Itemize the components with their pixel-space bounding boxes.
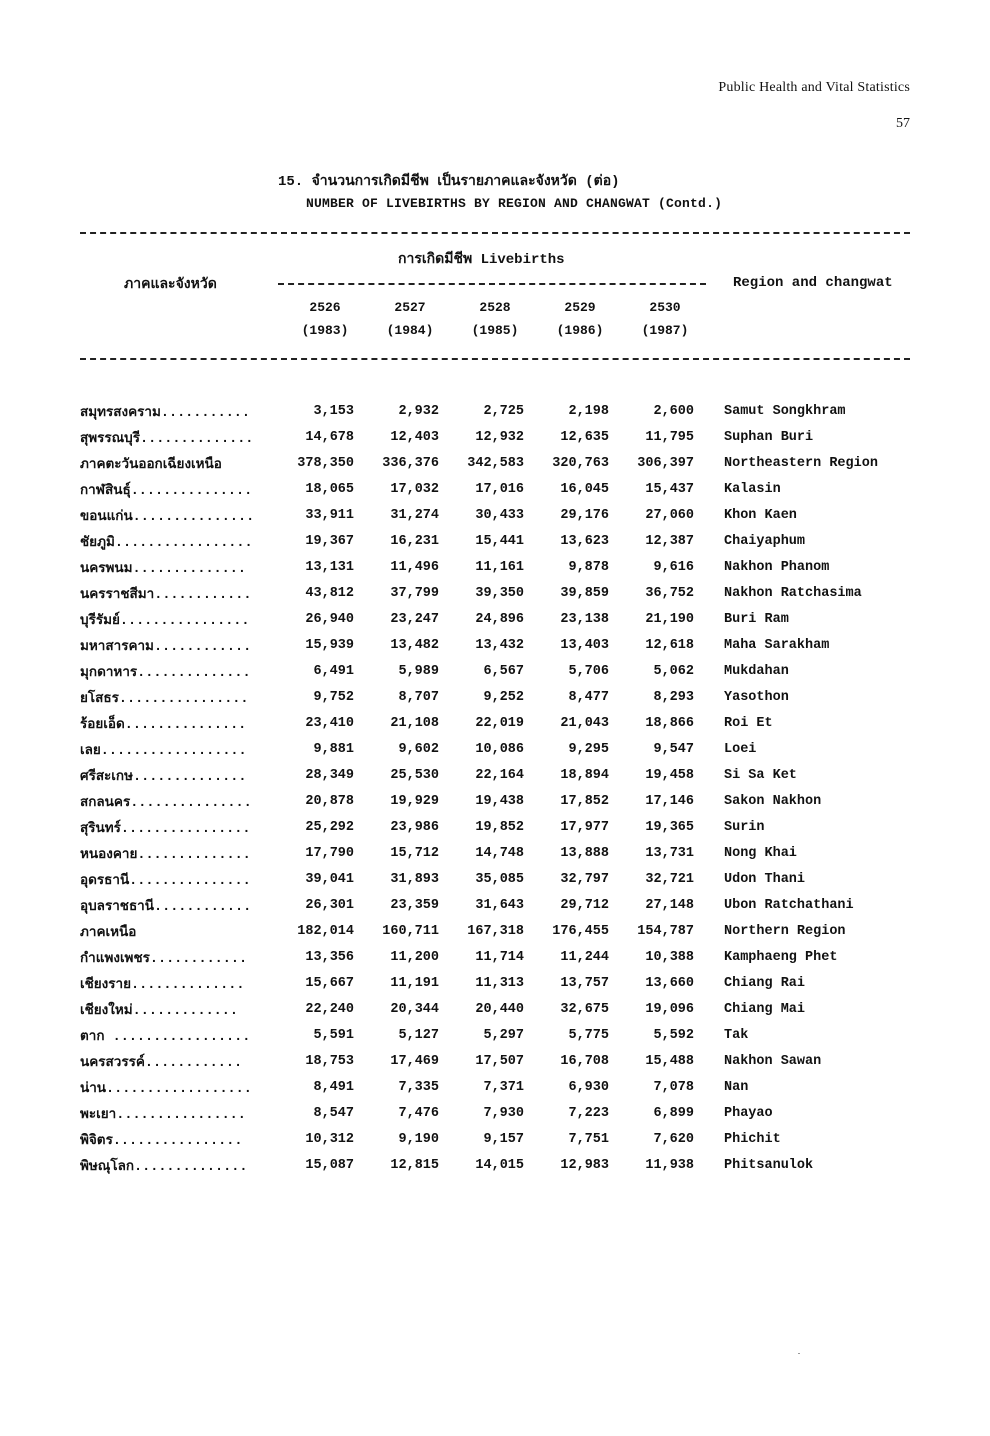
year-header xyxy=(630,300,700,338)
changwat-name-thai: นครราชสีมา............ xyxy=(80,588,252,603)
region-changwat-english-header: Region and changwat xyxy=(733,275,893,291)
livebirths-value: 23,138 xyxy=(560,611,609,627)
livebirths-value: 17,469 xyxy=(390,1053,439,1069)
livebirths-value: 33,911 xyxy=(305,507,354,523)
livebirths-value: 9,157 xyxy=(483,1131,524,1147)
livebirths-value: 13,432 xyxy=(475,637,524,653)
livebirths-value: 5,062 xyxy=(653,663,694,679)
livebirths-value: 23,359 xyxy=(390,897,439,913)
column-gap xyxy=(694,1074,724,1100)
livebirths-value: 13,356 xyxy=(305,949,354,965)
column-gap xyxy=(694,892,724,918)
changwat-name-thai: มุกดาหาร.............. xyxy=(80,666,251,681)
changwat-name-thai: น่าน.................. xyxy=(80,1082,252,1097)
changwat-row xyxy=(80,892,919,918)
column-gap xyxy=(694,1126,724,1152)
year-buddhist-era: 2526 xyxy=(309,300,341,315)
livebirths-value: 17,016 xyxy=(475,481,524,497)
changwat-name-thai: ยโสธร................ xyxy=(80,692,249,707)
year-common-era: (1985) xyxy=(471,323,519,338)
livebirths-value: 5,591 xyxy=(313,1027,354,1043)
column-gap xyxy=(694,1152,724,1178)
livebirths-value: 11,191 xyxy=(390,975,439,991)
column-gap xyxy=(694,788,724,814)
livebirths-value: 12,618 xyxy=(645,637,694,653)
changwat-name-english: Nakhon Ratchasima xyxy=(724,585,862,601)
livebirths-value: 19,365 xyxy=(645,819,694,835)
column-gap xyxy=(694,658,724,684)
livebirths-value: 11,161 xyxy=(475,559,524,575)
column-gap xyxy=(694,606,724,632)
changwat-name-thai: ขอนแก่น............... xyxy=(80,510,255,525)
changwat-name-english: Samut Songkhram xyxy=(724,403,846,419)
column-gap xyxy=(694,918,724,944)
column-gap xyxy=(694,866,724,892)
livebirths-value: 13,660 xyxy=(645,975,694,991)
changwat-name-thai: อุบลราชธานี............ xyxy=(80,900,252,915)
livebirths-value: 11,714 xyxy=(475,949,524,965)
livebirths-value: 18,753 xyxy=(305,1053,354,1069)
livebirths-value: 12,932 xyxy=(475,429,524,445)
changwat-name-thai: นครพนม.............. xyxy=(80,562,246,577)
livebirths-value: 16,045 xyxy=(560,481,609,497)
changwat-name-english: Si Sa Ket xyxy=(724,767,797,783)
livebirths-value: 2,600 xyxy=(653,403,694,419)
livebirths-value: 6,899 xyxy=(653,1105,694,1121)
changwat-row xyxy=(80,762,919,788)
livebirths-value: 9,547 xyxy=(653,741,694,757)
changwat-name-english: Nong Khai xyxy=(724,845,797,861)
livebirths-value: 24,896 xyxy=(475,611,524,627)
livebirths-value: 19,929 xyxy=(390,793,439,809)
livebirths-value: 18,866 xyxy=(645,715,694,731)
column-gap xyxy=(694,1022,724,1048)
changwat-row xyxy=(80,1022,919,1048)
livebirths-value: 6,491 xyxy=(313,663,354,679)
livebirths-value: 13,623 xyxy=(560,533,609,549)
livebirths-value: 11,244 xyxy=(560,949,609,965)
changwat-row xyxy=(80,658,919,684)
livebirths-value: 27,148 xyxy=(645,897,694,913)
livebirths-value: 7,930 xyxy=(483,1105,524,1121)
livebirths-value: 43,812 xyxy=(305,585,354,601)
livebirths-value: 9,752 xyxy=(313,689,354,705)
changwat-name-english: Tak xyxy=(724,1027,749,1043)
livebirths-value: 39,859 xyxy=(560,585,609,601)
livebirths-value: 9,602 xyxy=(398,741,439,757)
livebirths-value: 378,350 xyxy=(297,455,354,471)
livebirths-value: 8,491 xyxy=(313,1079,354,1095)
page-number: 57 xyxy=(896,116,910,131)
column-gap xyxy=(694,476,724,502)
changwat-name-thai: มหาสารคาม............ xyxy=(80,640,252,655)
livebirths-value: 320,763 xyxy=(552,455,609,471)
changwat-name-english: Phayao xyxy=(724,1105,773,1121)
livebirths-value: 23,247 xyxy=(390,611,439,627)
header-top-rule xyxy=(80,232,910,234)
livebirths-value: 13,757 xyxy=(560,975,609,991)
livebirths-value: 19,367 xyxy=(305,533,354,549)
livebirths-value: 7,620 xyxy=(653,1131,694,1147)
livebirths-value: 22,164 xyxy=(475,767,524,783)
livebirths-value: 5,127 xyxy=(398,1027,439,1043)
livebirths-value: 167,318 xyxy=(467,923,524,939)
livebirths-value: 8,477 xyxy=(568,689,609,705)
livebirths-value: 13,403 xyxy=(560,637,609,653)
livebirths-value: 11,795 xyxy=(645,429,694,445)
livebirths-value: 12,983 xyxy=(560,1157,609,1173)
changwat-name-thai: ศรีสะเกษ.............. xyxy=(80,770,247,785)
header-bottom-rule xyxy=(80,358,910,360)
livebirths-value: 13,131 xyxy=(305,559,354,575)
livebirths-value: 20,878 xyxy=(305,793,354,809)
livebirths-value: 8,547 xyxy=(313,1105,354,1121)
table-body xyxy=(80,398,919,1178)
year-common-era: (1987) xyxy=(641,323,689,338)
changwat-name-thai: พะเยา................ xyxy=(80,1108,246,1123)
changwat-name-thai: สุพรรณบุรี.............. xyxy=(80,432,254,447)
livebirths-value: 7,335 xyxy=(398,1079,439,1095)
changwat-name-thai: พิจิตร................ xyxy=(80,1134,243,1149)
changwat-name-english: Nakhon Phanom xyxy=(724,559,830,575)
scan-speck xyxy=(798,1353,800,1354)
region-total-row xyxy=(80,450,919,476)
livebirths-value: 28,349 xyxy=(305,767,354,783)
changwat-row xyxy=(80,398,919,424)
livebirths-value: 39,041 xyxy=(305,871,354,887)
livebirths-value: 9,881 xyxy=(313,741,354,757)
livebirths-value: 176,455 xyxy=(552,923,609,939)
changwat-name-english: Udon Thani xyxy=(724,871,806,887)
changwat-row xyxy=(80,1152,919,1178)
region-name-thai: ภาคตะวันออกเฉียงเหนือ xyxy=(80,458,222,473)
column-gap xyxy=(694,762,724,788)
changwat-row xyxy=(80,528,919,554)
livebirths-value: 35,085 xyxy=(475,871,524,887)
livebirths-value: 336,376 xyxy=(382,455,439,471)
livebirths-value: 27,060 xyxy=(645,507,694,523)
livebirths-column-group-header: การเกิดมีชีพ Livebirths xyxy=(398,252,565,268)
livebirths-value: 13,888 xyxy=(560,845,609,861)
column-gap xyxy=(694,970,724,996)
changwat-name-thai: สุรินทร์................ xyxy=(80,822,251,837)
changwat-row xyxy=(80,840,919,866)
livebirths-value: 31,893 xyxy=(390,871,439,887)
livebirths-value: 18,065 xyxy=(305,481,354,497)
livebirths-value: 7,371 xyxy=(483,1079,524,1095)
livebirths-value: 26,301 xyxy=(305,897,354,913)
changwat-name-thai: หนองคาย.............. xyxy=(80,848,251,863)
livebirths-value: 19,438 xyxy=(475,793,524,809)
year-common-era: (1986) xyxy=(556,323,604,338)
changwat-row xyxy=(80,970,919,996)
changwat-row xyxy=(80,1100,919,1126)
column-gap xyxy=(694,528,724,554)
changwat-name-thai: พิษณุโลก.............. xyxy=(80,1160,248,1175)
livebirths-value: 15,712 xyxy=(390,845,439,861)
changwat-row xyxy=(80,710,919,736)
changwat-name-english: Kamphaeng Phet xyxy=(724,949,838,965)
livebirths-value: 5,775 xyxy=(568,1027,609,1043)
livebirths-value: 29,176 xyxy=(560,507,609,523)
livebirths-value: 9,616 xyxy=(653,559,694,575)
column-gap xyxy=(694,996,724,1022)
livebirths-value: 20,440 xyxy=(475,1001,524,1017)
livebirths-value: 22,019 xyxy=(475,715,524,731)
livebirths-value: 10,086 xyxy=(475,741,524,757)
livebirths-value: 15,441 xyxy=(475,533,524,549)
livebirths-value: 21,108 xyxy=(390,715,439,731)
livebirths-value: 7,476 xyxy=(398,1105,439,1121)
changwat-name-thai: ร้อยเอ็ด............... xyxy=(80,718,247,733)
livebirths-value: 39,350 xyxy=(475,585,524,601)
livebirths-value: 5,592 xyxy=(653,1027,694,1043)
changwat-row xyxy=(80,476,919,502)
column-gap xyxy=(694,710,724,736)
changwat-name-english: Buri Ram xyxy=(724,611,789,627)
livebirths-value: 12,815 xyxy=(390,1157,439,1173)
changwat-name-english: Suphan Buri xyxy=(724,429,814,445)
livebirths-value: 19,458 xyxy=(645,767,694,783)
column-gap xyxy=(694,580,724,606)
livebirths-value: 11,496 xyxy=(390,559,439,575)
changwat-name-thai: สกลนคร............... xyxy=(80,796,252,811)
changwat-row xyxy=(80,1074,919,1100)
livebirths-value: 11,938 xyxy=(645,1157,694,1173)
livebirths-value: 11,200 xyxy=(390,949,439,965)
livebirths-value: 30,433 xyxy=(475,507,524,523)
livebirths-value: 17,146 xyxy=(645,793,694,809)
changwat-row xyxy=(80,632,919,658)
changwat-name-english: Chiang Mai xyxy=(724,1001,806,1017)
region-name-english: Northeastern Region xyxy=(724,455,878,471)
livebirths-value: 9,295 xyxy=(568,741,609,757)
livebirths-value: 10,388 xyxy=(645,949,694,965)
livebirths-value: 21,190 xyxy=(645,611,694,627)
changwat-row xyxy=(80,606,919,632)
changwat-name-english: Kalasin xyxy=(724,481,781,497)
livebirths-value: 10,312 xyxy=(305,1131,354,1147)
table-title-english: NUMBER OF LIVEBIRTHS BY REGION AND CHANGWAT (Contd.) xyxy=(306,196,723,211)
livebirths-value: 14,678 xyxy=(305,429,354,445)
livebirths-value: 25,292 xyxy=(305,819,354,835)
livebirths-value: 13,731 xyxy=(645,845,694,861)
changwat-name-english: Yasothon xyxy=(724,689,789,705)
column-gap xyxy=(694,736,724,762)
changwat-row xyxy=(80,1048,919,1074)
livebirths-value: 8,293 xyxy=(653,689,694,705)
changwat-name-english: Surin xyxy=(724,819,765,835)
livebirths-value: 17,790 xyxy=(305,845,354,861)
year-buddhist-era: 2530 xyxy=(649,300,681,315)
livebirths-value: 7,223 xyxy=(568,1105,609,1121)
livebirths-value: 17,852 xyxy=(560,793,609,809)
changwat-name-thai: สมุทรสงคราม........... xyxy=(80,406,250,421)
livebirths-value: 342,583 xyxy=(467,455,524,471)
livebirths-value: 15,488 xyxy=(645,1053,694,1069)
table-title-thai: 15. จำนวนการเกิดมีชีพ เป็นรายภาคและจังหวัด (ต่อ) xyxy=(278,174,620,190)
livebirths-value: 18,894 xyxy=(560,767,609,783)
livebirths-table xyxy=(80,398,919,1178)
changwat-name-thai: นครสวรรค์............ xyxy=(80,1056,243,1071)
year-common-era: (1983) xyxy=(301,323,349,338)
region-changwat-thai-header: ภาคและจังหวัด xyxy=(124,277,217,293)
livebirths-value: 306,397 xyxy=(637,455,694,471)
column-gap xyxy=(694,450,724,476)
changwat-name-english: Chiang Rai xyxy=(724,975,806,991)
livebirths-value: 23,986 xyxy=(390,819,439,835)
livebirths-value: 15,087 xyxy=(305,1157,354,1173)
livebirths-value: 7,751 xyxy=(568,1131,609,1147)
livebirths-value: 182,014 xyxy=(297,923,354,939)
changwat-name-english: Phitsanulok xyxy=(724,1157,814,1173)
livebirths-value: 21,043 xyxy=(560,715,609,731)
livebirths-value: 19,852 xyxy=(475,819,524,835)
livebirths-value: 25,530 xyxy=(390,767,439,783)
changwat-name-thai: กาฬสินธุ์............... xyxy=(80,484,253,499)
livebirths-value: 14,748 xyxy=(475,845,524,861)
livebirths-value: 16,708 xyxy=(560,1053,609,1069)
changwat-name-english: Loei xyxy=(724,741,757,757)
changwat-name-english: Nakhon Sawan xyxy=(724,1053,822,1069)
changwat-row xyxy=(80,788,919,814)
year-buddhist-era: 2527 xyxy=(394,300,426,315)
livebirths-value: 37,799 xyxy=(390,585,439,601)
livebirths-value: 2,198 xyxy=(568,403,609,419)
region-name-english: Northern Region xyxy=(724,923,846,939)
changwat-row xyxy=(80,580,919,606)
livebirths-value: 15,939 xyxy=(305,637,354,653)
livebirths-group-rule xyxy=(278,283,706,285)
livebirths-value: 6,567 xyxy=(483,663,524,679)
livebirths-value: 2,725 xyxy=(483,403,524,419)
livebirths-value: 9,878 xyxy=(568,559,609,575)
column-gap xyxy=(694,502,724,528)
changwat-name-english: Chaiyaphum xyxy=(724,533,806,549)
column-gap xyxy=(694,1100,724,1126)
changwat-row xyxy=(80,1126,919,1152)
changwat-row xyxy=(80,684,919,710)
livebirths-value: 31,643 xyxy=(475,897,524,913)
changwat-row xyxy=(80,944,919,970)
year-header xyxy=(460,300,530,338)
livebirths-value: 8,707 xyxy=(398,689,439,705)
livebirths-value: 17,507 xyxy=(475,1053,524,1069)
column-gap xyxy=(694,1048,724,1074)
changwat-name-english: Roi Et xyxy=(724,715,773,731)
livebirths-value: 32,797 xyxy=(560,871,609,887)
changwat-row xyxy=(80,866,919,892)
livebirths-value: 13,482 xyxy=(390,637,439,653)
region-name-thai: ภาคเหนือ xyxy=(80,926,137,941)
livebirths-value: 6,930 xyxy=(568,1079,609,1095)
livebirths-value: 5,706 xyxy=(568,663,609,679)
changwat-row xyxy=(80,554,919,580)
year-buddhist-era: 2529 xyxy=(564,300,596,315)
year-header xyxy=(290,300,360,338)
changwat-name-thai: เชียงราย.............. xyxy=(80,978,245,993)
livebirths-value: 2,932 xyxy=(398,403,439,419)
changwat-row xyxy=(80,814,919,840)
livebirths-value: 5,297 xyxy=(483,1027,524,1043)
livebirths-value: 17,032 xyxy=(390,481,439,497)
livebirths-value: 14,015 xyxy=(475,1157,524,1173)
livebirths-value: 16,231 xyxy=(390,533,439,549)
column-gap xyxy=(694,944,724,970)
column-gap xyxy=(694,840,724,866)
column-gap xyxy=(694,424,724,450)
livebirths-value: 154,787 xyxy=(637,923,694,939)
livebirths-value: 9,190 xyxy=(398,1131,439,1147)
livebirths-value: 15,437 xyxy=(645,481,694,497)
livebirths-value: 11,313 xyxy=(475,975,524,991)
column-gap xyxy=(694,684,724,710)
livebirths-value: 26,940 xyxy=(305,611,354,627)
livebirths-value: 9,252 xyxy=(483,689,524,705)
livebirths-value: 19,096 xyxy=(645,1001,694,1017)
year-common-era: (1984) xyxy=(386,323,434,338)
year-header xyxy=(545,300,615,338)
year-buddhist-era: 2528 xyxy=(479,300,511,315)
running-header: Public Health and Vital Statistics xyxy=(718,80,910,95)
changwat-name-thai: เชียงใหม่............. xyxy=(80,1004,238,1019)
changwat-name-english: Nan xyxy=(724,1079,749,1095)
changwat-name-english: Ubon Ratchathani xyxy=(724,897,854,913)
changwat-name-thai: เลย.................. xyxy=(80,744,247,759)
column-gap xyxy=(694,632,724,658)
year-header xyxy=(375,300,445,338)
changwat-row xyxy=(80,736,919,762)
changwat-name-english: Mukdahan xyxy=(724,663,789,679)
region-total-row xyxy=(80,918,919,944)
changwat-name-thai: ตาก ................. xyxy=(80,1030,251,1045)
changwat-row xyxy=(80,424,919,450)
livebirths-value: 5,989 xyxy=(398,663,439,679)
livebirths-value: 160,711 xyxy=(382,923,439,939)
livebirths-value: 12,387 xyxy=(645,533,694,549)
changwat-name-english: Maha Sarakham xyxy=(724,637,830,653)
changwat-row xyxy=(80,996,919,1022)
livebirths-value: 15,667 xyxy=(305,975,354,991)
changwat-name-english: Sakon Nakhon xyxy=(724,793,822,809)
livebirths-value: 32,721 xyxy=(645,871,694,887)
livebirths-value: 32,675 xyxy=(560,1001,609,1017)
changwat-name-thai: กำแพงเพชร............ xyxy=(80,952,248,967)
livebirths-value: 7,078 xyxy=(653,1079,694,1095)
changwat-name-english: Khon Kaen xyxy=(724,507,797,523)
livebirths-value: 17,977 xyxy=(560,819,609,835)
changwat-name-thai: บุรีรัมย์................ xyxy=(80,614,250,629)
livebirths-value: 20,344 xyxy=(390,1001,439,1017)
livebirths-value: 12,403 xyxy=(390,429,439,445)
livebirths-value: 36,752 xyxy=(645,585,694,601)
livebirths-value: 23,410 xyxy=(305,715,354,731)
livebirths-value: 3,153 xyxy=(313,403,354,419)
column-gap xyxy=(694,554,724,580)
livebirths-value: 31,274 xyxy=(390,507,439,523)
changwat-name-thai: ชัยภูมิ................. xyxy=(80,536,253,551)
changwat-name-thai: อุดรธานี............... xyxy=(80,874,251,889)
changwat-row xyxy=(80,502,919,528)
column-gap xyxy=(694,398,724,424)
column-gap xyxy=(694,814,724,840)
livebirths-value: 22,240 xyxy=(305,1001,354,1017)
livebirths-value: 29,712 xyxy=(560,897,609,913)
livebirths-value: 12,635 xyxy=(560,429,609,445)
changwat-name-english: Phichit xyxy=(724,1131,781,1147)
